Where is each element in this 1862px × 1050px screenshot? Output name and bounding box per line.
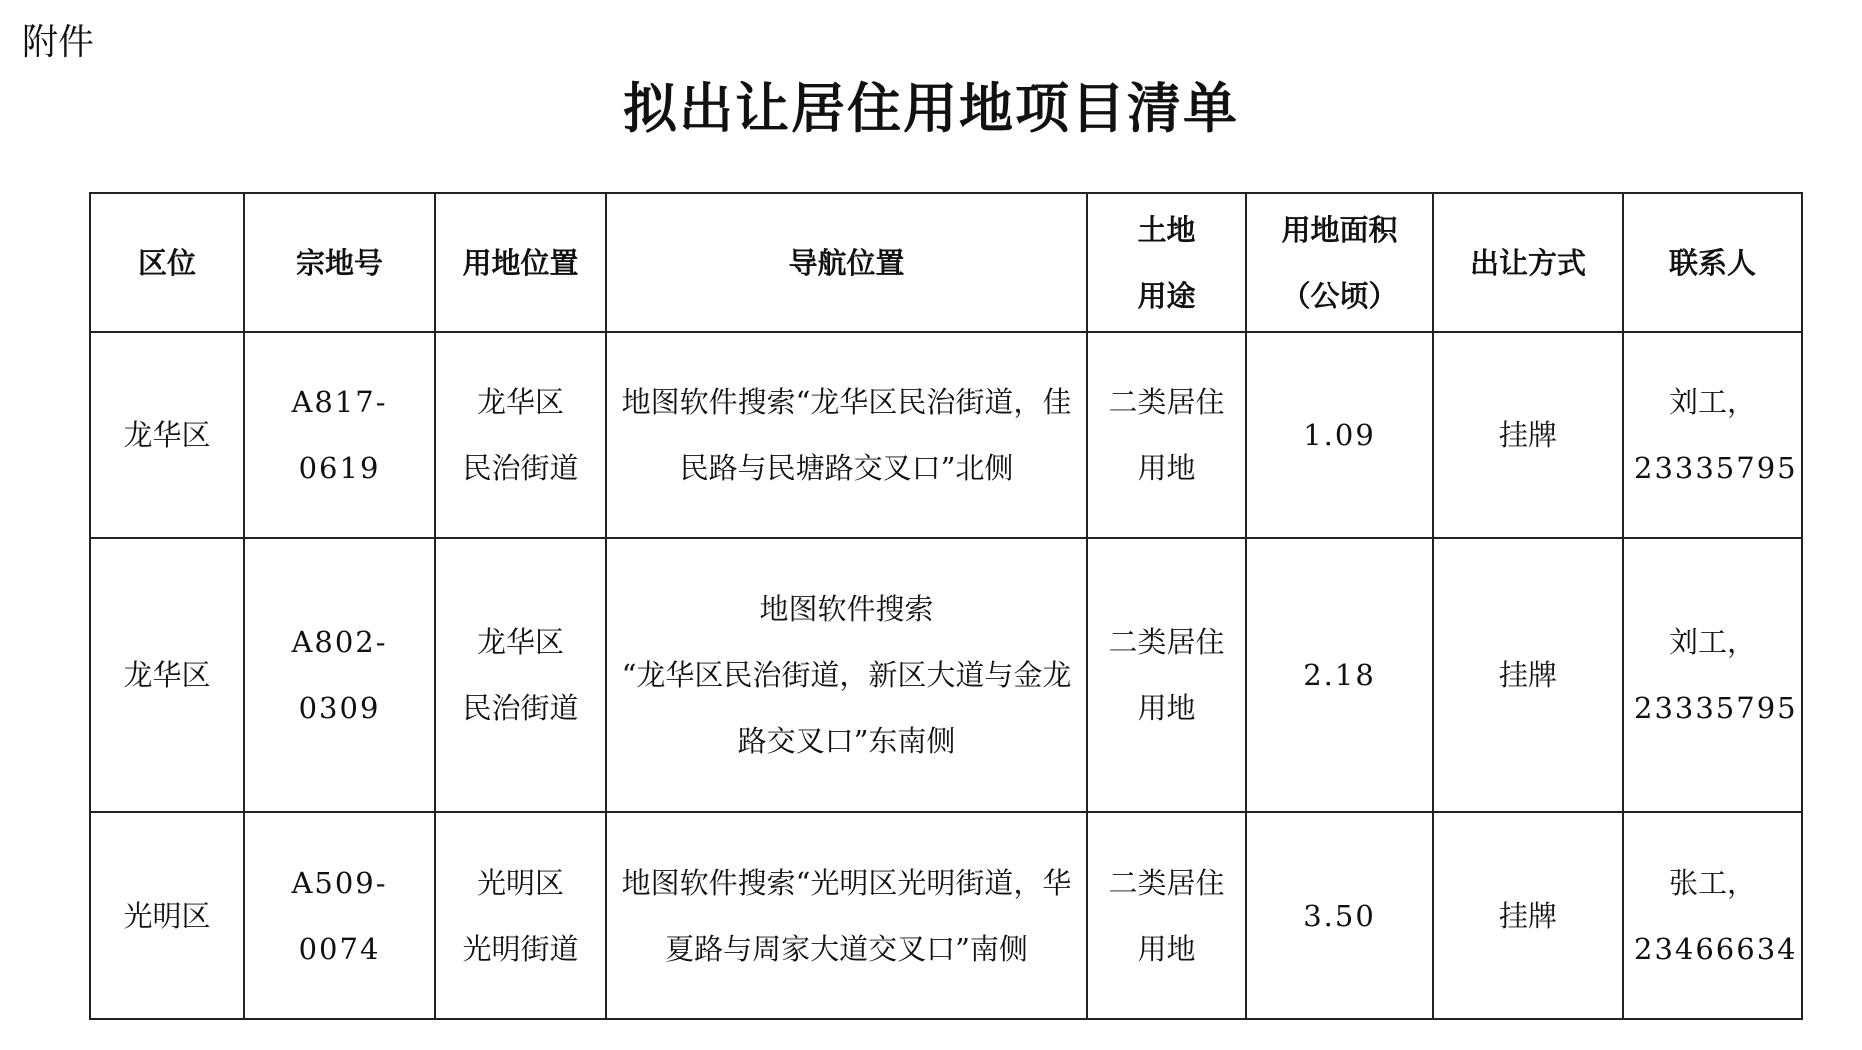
header-land-use: 土地 用途 (1087, 193, 1246, 332)
cell-navigation: 地图软件搜索“龙华区民治街道，佳 民路与民塘路交叉口”北侧 (606, 332, 1087, 538)
header-navigation: 导航位置 (606, 193, 1087, 332)
table-header-row (90, 193, 1802, 332)
cell-district: 光明区 (90, 812, 244, 1019)
land-parcel-table (89, 192, 1803, 1020)
cell-location: 光明区 光明街道 (435, 812, 606, 1019)
table-row (90, 538, 1802, 812)
cell-parcel-no: A817-0619 (244, 332, 435, 538)
document-title: 拟出让居住用地项目清单 (623, 77, 1239, 140)
header-area: 用地面积 （公顷） (1246, 193, 1433, 332)
cell-parcel-no: A509-0074 (244, 812, 435, 1019)
cell-navigation: 地图软件搜索 “龙华区民治街道，新区大道与金龙 路交叉口”东南侧 (606, 538, 1087, 812)
cell-contact: 刘工， 23335795 (1623, 538, 1802, 812)
cell-transfer-method: 挂牌 (1433, 332, 1623, 538)
cell-area: 1.09 (1246, 332, 1433, 538)
cell-contact: 张工， 23466634 (1623, 812, 1802, 1019)
cell-land-use: 二类居住 用地 (1087, 332, 1246, 538)
header-district: 区位 (90, 193, 244, 332)
cell-area: 3.50 (1246, 812, 1433, 1019)
cell-location: 龙华区 民治街道 (435, 538, 606, 812)
cell-district: 龙华区 (90, 538, 244, 812)
cell-transfer-method: 挂牌 (1433, 812, 1623, 1019)
cell-transfer-method: 挂牌 (1433, 538, 1623, 812)
header-parcel-no: 宗地号 (244, 193, 435, 332)
attachment-label: 附件 (22, 22, 95, 63)
cell-parcel-no: A802-0309 (244, 538, 435, 812)
table-row (90, 812, 1802, 1019)
cell-land-use: 二类居住 用地 (1087, 812, 1246, 1019)
cell-land-use: 二类居住 用地 (1087, 538, 1246, 812)
cell-area: 2.18 (1246, 538, 1433, 812)
cell-contact: 刘工， 23335795 (1623, 332, 1802, 538)
cell-navigation: 地图软件搜索“光明区光明街道，华 夏路与周家大道交叉口”南侧 (606, 812, 1087, 1019)
cell-district: 龙华区 (90, 332, 244, 538)
cell-location: 龙华区 民治街道 (435, 332, 606, 538)
header-location: 用地位置 (435, 193, 606, 332)
header-contact: 联系人 (1623, 193, 1802, 332)
table-row (90, 332, 1802, 538)
header-transfer-method: 出让方式 (1433, 193, 1623, 332)
